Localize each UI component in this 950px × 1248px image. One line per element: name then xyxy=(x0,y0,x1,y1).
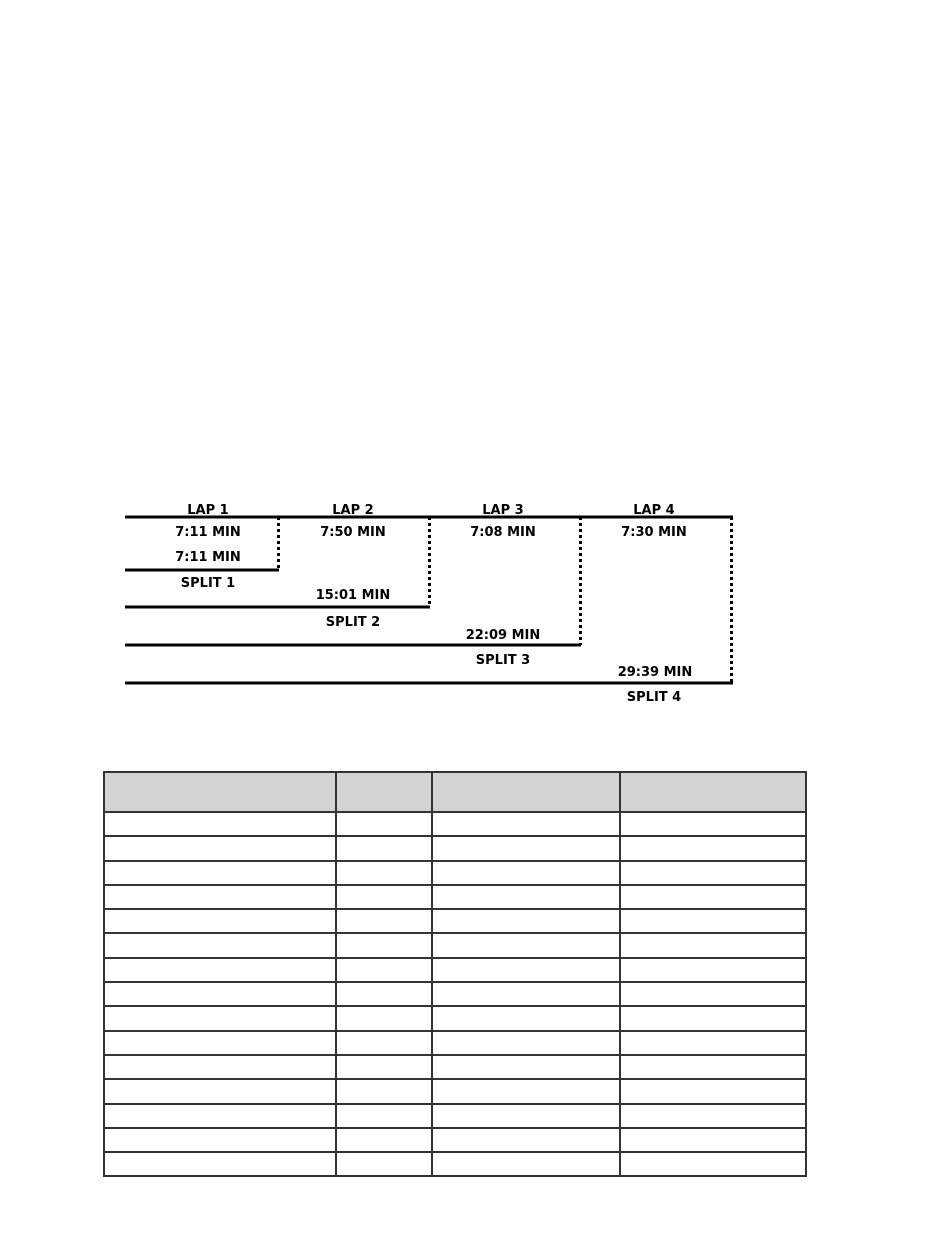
split-2-time: 15:01 MIN xyxy=(315,588,391,603)
table-cell[interactable] xyxy=(336,1152,432,1176)
table-cell[interactable] xyxy=(432,772,620,812)
table-cell[interactable] xyxy=(104,1152,336,1176)
table-cell[interactable] xyxy=(336,836,432,860)
table-cell[interactable] xyxy=(336,982,432,1006)
lap-2-label: LAP 2 xyxy=(332,503,374,518)
table-cell[interactable] xyxy=(432,812,620,836)
table-cell[interactable] xyxy=(432,1128,620,1152)
table-cell[interactable] xyxy=(104,1079,336,1103)
table-cell[interactable] xyxy=(336,1104,432,1128)
table-cell[interactable] xyxy=(336,1055,432,1079)
table-cell[interactable] xyxy=(620,1079,806,1103)
lap-3-time: 7:08 MIN xyxy=(470,525,536,540)
table-row xyxy=(104,909,806,933)
table-row xyxy=(104,958,806,982)
table-cell[interactable] xyxy=(104,812,336,836)
table-row xyxy=(104,861,806,885)
table-cell[interactable] xyxy=(336,933,432,957)
table-cell[interactable] xyxy=(336,1128,432,1152)
lap-1-label: LAP 1 xyxy=(187,503,229,518)
lap-2-time: 7:50 MIN xyxy=(320,525,386,540)
table-row xyxy=(104,885,806,909)
split-4-time: 29:39 MIN xyxy=(617,665,693,680)
table-cell[interactable] xyxy=(432,933,620,957)
table-cell[interactable] xyxy=(104,909,336,933)
blank-data-table xyxy=(103,771,807,1177)
split-3-time: 22:09 MIN xyxy=(465,628,541,643)
split-1-label: SPLIT 1 xyxy=(180,576,236,591)
table-cell[interactable] xyxy=(620,861,806,885)
table-cell[interactable] xyxy=(104,1006,336,1030)
table-cell[interactable] xyxy=(620,1006,806,1030)
table-row xyxy=(104,1152,806,1176)
table-cell[interactable] xyxy=(104,933,336,957)
table-cell[interactable] xyxy=(432,958,620,982)
table-row xyxy=(104,1128,806,1152)
table-row xyxy=(104,836,806,860)
table-cell[interactable] xyxy=(336,1031,432,1055)
table-cell[interactable] xyxy=(432,861,620,885)
table-row xyxy=(104,1031,806,1055)
table-cell[interactable] xyxy=(104,836,336,860)
table-cell[interactable] xyxy=(432,982,620,1006)
table-cell[interactable] xyxy=(336,1006,432,1030)
table-cell[interactable] xyxy=(104,1128,336,1152)
table-cell[interactable] xyxy=(620,836,806,860)
table-cell[interactable] xyxy=(620,982,806,1006)
table-cell[interactable] xyxy=(432,1152,620,1176)
lap-1-time: 7:11 MIN xyxy=(175,525,241,540)
table-cell[interactable] xyxy=(104,772,336,812)
table-cell[interactable] xyxy=(104,958,336,982)
table-cell[interactable] xyxy=(432,1006,620,1030)
table-row xyxy=(104,1055,806,1079)
table-row xyxy=(104,982,806,1006)
table-cell[interactable] xyxy=(336,1079,432,1103)
table-cell[interactable] xyxy=(432,1055,620,1079)
table-cell[interactable] xyxy=(104,1104,336,1128)
table-cell[interactable] xyxy=(620,812,806,836)
table-cell[interactable] xyxy=(620,1104,806,1128)
table-cell[interactable] xyxy=(620,933,806,957)
table-row xyxy=(104,1104,806,1128)
table-cell[interactable] xyxy=(620,885,806,909)
table-cell[interactable] xyxy=(432,1079,620,1103)
table-cell[interactable] xyxy=(104,885,336,909)
table-cell[interactable] xyxy=(336,861,432,885)
table-cell[interactable] xyxy=(620,909,806,933)
table-cell[interactable] xyxy=(620,772,806,812)
table-cell[interactable] xyxy=(104,861,336,885)
table-cell[interactable] xyxy=(432,836,620,860)
table-cell[interactable] xyxy=(336,909,432,933)
table-row xyxy=(104,1079,806,1103)
table-cell[interactable] xyxy=(336,812,432,836)
split-3-label: SPLIT 3 xyxy=(475,653,531,668)
table-cell[interactable] xyxy=(104,982,336,1006)
lap-4-label: LAP 4 xyxy=(633,503,675,518)
table-cell[interactable] xyxy=(336,885,432,909)
table-cell[interactable] xyxy=(432,885,620,909)
lap-4-time: 7:30 MIN xyxy=(621,525,687,540)
table-cell[interactable] xyxy=(336,772,432,812)
table-row xyxy=(104,933,806,957)
table-row xyxy=(104,812,806,836)
table-cell[interactable] xyxy=(620,1128,806,1152)
table-cell[interactable] xyxy=(432,1104,620,1128)
table-cell[interactable] xyxy=(620,1055,806,1079)
table-cell[interactable] xyxy=(432,1031,620,1055)
split-2-label: SPLIT 2 xyxy=(325,615,381,630)
table-cell[interactable] xyxy=(620,958,806,982)
table-cell[interactable] xyxy=(432,909,620,933)
split-1-time: 7:11 MIN xyxy=(175,550,241,565)
table-row xyxy=(104,1006,806,1030)
table-cell[interactable] xyxy=(620,1152,806,1176)
table-cell[interactable] xyxy=(104,1031,336,1055)
table-cell[interactable] xyxy=(104,1055,336,1079)
lap-3-label: LAP 3 xyxy=(482,503,524,518)
table-cell[interactable] xyxy=(620,1031,806,1055)
table-cell[interactable] xyxy=(336,958,432,982)
table-header-row xyxy=(104,772,806,812)
split-4-label: SPLIT 4 xyxy=(626,690,682,705)
